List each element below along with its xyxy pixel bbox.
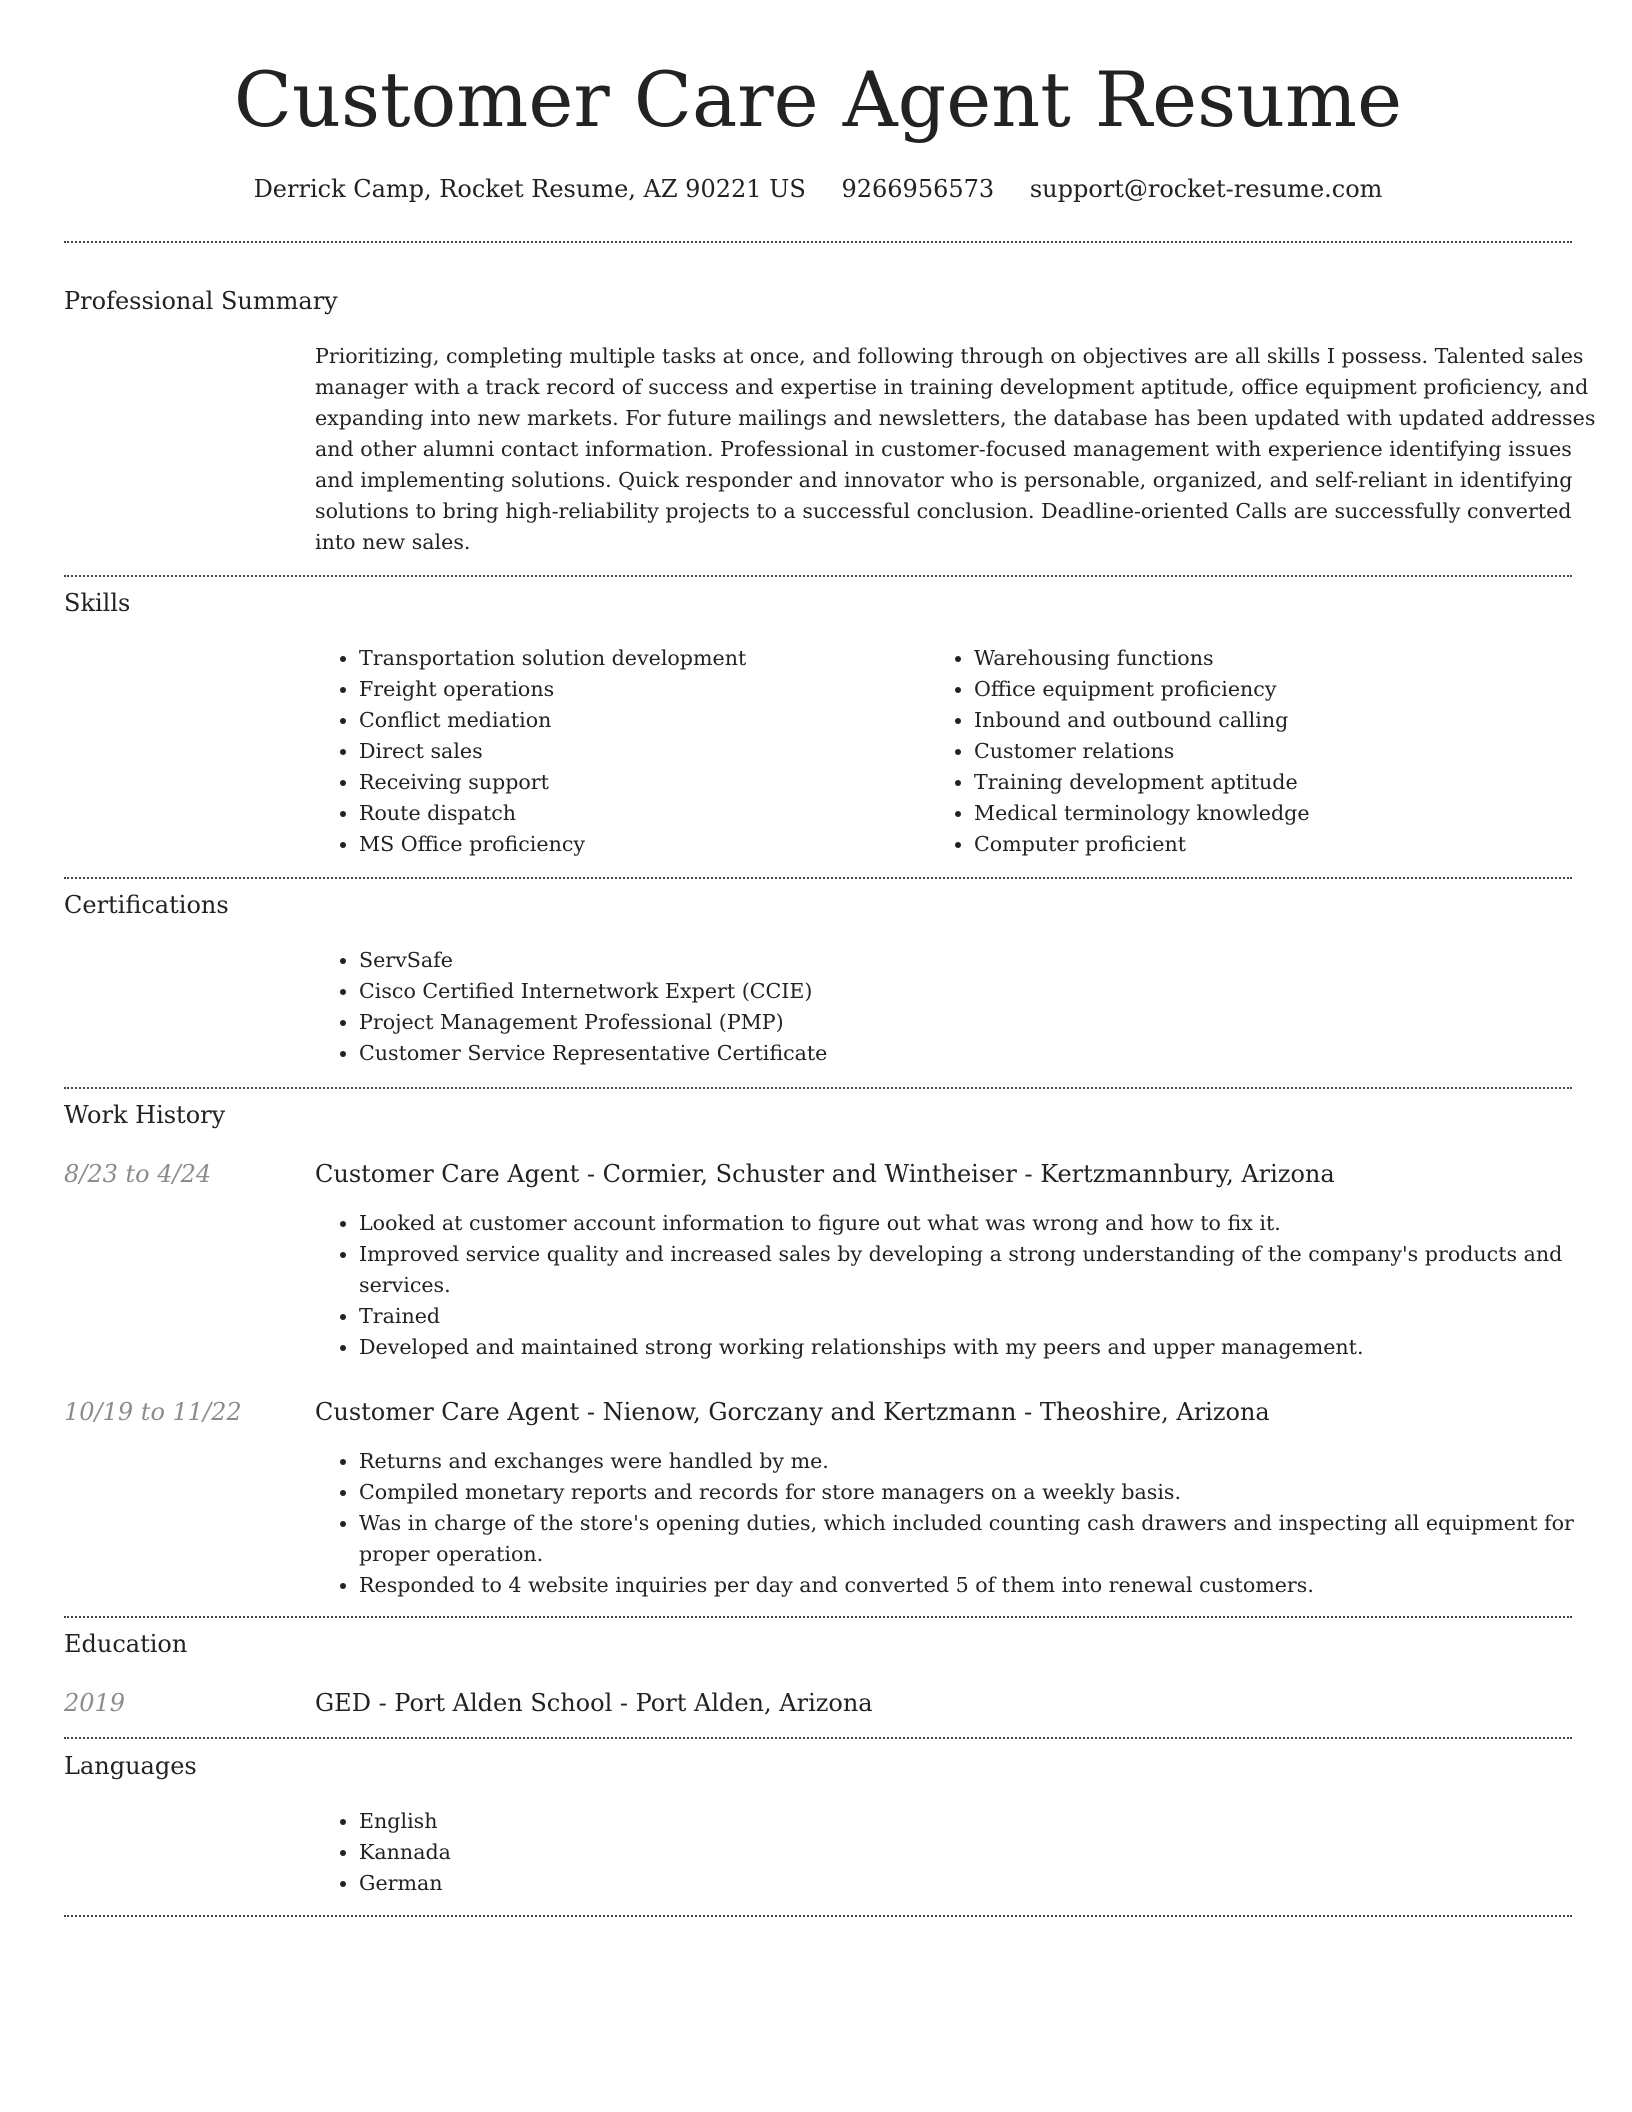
divider xyxy=(64,1737,1572,1739)
certification-item: • Customer Service Representative Certificate xyxy=(359,1038,1615,1069)
job-bullet: • Was in charge of the store's opening duties, which included counting cash drawers and inspecting all equipment for proper operation. xyxy=(359,1508,1615,1570)
skills-left-column xyxy=(315,643,915,860)
contact-phone: 9266956573 xyxy=(841,175,995,203)
skill-item: • Direct sales xyxy=(359,736,915,767)
skill-item: • Inbound and outbound calling xyxy=(974,705,1530,736)
certifications-heading: Certifications xyxy=(64,891,229,919)
skill-item: • Freight operations xyxy=(359,674,915,705)
languages-heading: Languages xyxy=(64,1752,197,1780)
skill-item: • Warehousing functions xyxy=(974,643,1530,674)
certifications-section xyxy=(315,945,1615,1069)
skill-item: • Route dispatch xyxy=(359,798,915,829)
work-history-heading: Work History xyxy=(64,1101,226,1129)
education-year: 2019 xyxy=(64,1689,126,1717)
certification-item: • ServSafe xyxy=(359,945,1615,976)
education-entry: GED - Port Alden School - Port Alden, Arizona xyxy=(315,1689,873,1717)
divider xyxy=(64,241,1572,243)
skill-item: • Transportation solution development xyxy=(359,643,915,674)
contact-line xyxy=(64,171,1572,207)
job-bullet: • Improved service quality and increased sales by developing a strong understanding of the company's products and services. xyxy=(359,1239,1615,1301)
skill-item: • Medical terminology knowledge xyxy=(974,798,1530,829)
language-item: • German xyxy=(359,1868,1615,1899)
summary-heading: Professional Summary xyxy=(64,287,338,315)
certification-item: • Cisco Certified Internetwork Expert (CCIE) xyxy=(359,976,1615,1007)
divider xyxy=(64,575,1572,577)
divider xyxy=(64,877,1572,879)
skills-heading: Skills xyxy=(64,589,131,617)
skills-right-column xyxy=(930,643,1530,860)
divider xyxy=(64,1915,1572,1917)
job-title: Customer Care Agent - Cormier, Schuster and Wintheiser - Kertzmannbury, Arizona xyxy=(315,1160,1335,1188)
contact-email: support@rocket-resume.com xyxy=(1029,175,1383,203)
skill-item: • Customer relations xyxy=(974,736,1530,767)
job-bullet: • Looked at customer account information to figure out what was wrong and how to fix it. xyxy=(359,1208,1615,1239)
divider xyxy=(64,1087,1572,1089)
skill-item: • MS Office proficiency xyxy=(359,829,915,860)
job-dates: 10/19 to 11/22 xyxy=(64,1398,242,1426)
job-bullet: • Compiled monetary reports and records for store managers on a weekly basis. xyxy=(359,1477,1615,1508)
languages-section xyxy=(315,1806,1615,1899)
education-heading: Education xyxy=(64,1630,188,1658)
job-bullet: • Trained xyxy=(359,1301,1615,1332)
contact-address: Derrick Camp, Rocket Resume, AZ 90221 US xyxy=(253,175,806,203)
summary-text: Prioritizing, completing multiple tasks at once, and following through on objectives are all skills I possess. Talented sales manager with a track record of success and expertise in training development aptitude, office equipment proficiency, and expanding into new markets. For future mailings and newsletters, the database has been updated with updated addresses and other alumni contact information. Professional in customer-focused management with experience identifying issues and implementing solutions. Quick responder and innovator who is personable, organized, and self-reliant in identifying solutions to bring high-reliability projects to a successful conclusion. Deadline-oriented Calls are successfully converted into new sales. xyxy=(315,344,1596,554)
skill-item: • Computer proficient xyxy=(974,829,1530,860)
resume-title: Customer Care Agent Resume xyxy=(233,55,1403,144)
job-bullets xyxy=(315,1446,1615,1601)
job-bullet: • Returns and exchanges were handled by me. xyxy=(359,1446,1615,1477)
summary-section xyxy=(315,341,1615,558)
divider xyxy=(64,1616,1572,1618)
language-item: • Kannada xyxy=(359,1837,1615,1868)
job-dates: 8/23 to 4/24 xyxy=(64,1160,212,1188)
language-item: • English xyxy=(359,1806,1615,1837)
skill-item: • Receiving support xyxy=(359,767,915,798)
skill-item: • Training development aptitude xyxy=(974,767,1530,798)
job-bullets xyxy=(315,1208,1615,1363)
job-bullet: • Developed and maintained strong working relationships with my peers and upper management. xyxy=(359,1332,1615,1363)
certification-item: • Project Management Professional (PMP) xyxy=(359,1007,1615,1038)
skill-item: • Conflict mediation xyxy=(359,705,915,736)
skill-item: • Office equipment proficiency xyxy=(974,674,1530,705)
job-bullet: • Responded to 4 website inquiries per day and converted 5 of them into renewal customers. xyxy=(359,1570,1615,1601)
job-title: Customer Care Agent - Nienow, Gorczany and Kertzmann - Theoshire, Arizona xyxy=(315,1398,1270,1426)
